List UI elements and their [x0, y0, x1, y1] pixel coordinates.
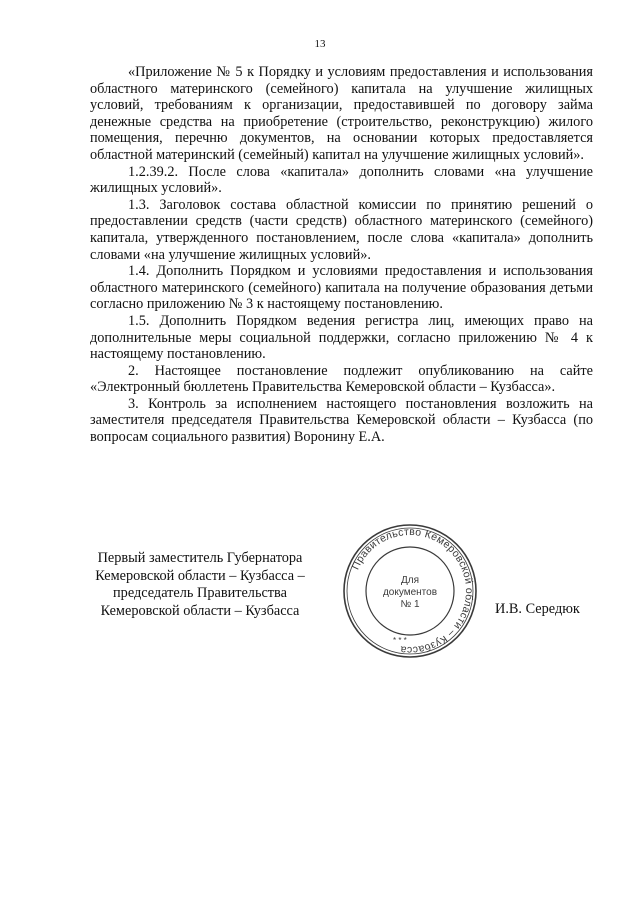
stamp-center-line: документов	[382, 587, 438, 598]
page-number: 13	[314, 38, 326, 50]
stamp-center-line: № 1	[400, 599, 420, 610]
stamp-ring-text-path: Правительство Кемеровской области – Кузбасса	[349, 525, 476, 657]
signature-line: Первый заместитель Губернатора	[97, 550, 303, 566]
signatory-name: И.В. Середюк	[495, 601, 580, 617]
signatory-position	[80, 550, 320, 620]
paragraph-2: 2. Настоящее постановление подлежит опубликованию на сайте «Электронный бюллетень Правительства Кемеровской области – Кузбасса».	[90, 362, 593, 396]
document-body	[90, 64, 593, 446]
stamp-star-glyph: * * *	[393, 636, 407, 645]
paragraph-3: 3. Контроль за исполнением настоящего постановления возложить на заместителя председателя Правительства Кемеровской области – Кузбасса (по вопросам социального развития) Воронину Е.А.	[90, 395, 593, 446]
stamp-center-line: Для	[400, 575, 420, 586]
paragraph-1-5: 1.5. Дополнить Порядком ведения регистра лиц, имеющих право на дополнительные меры социальной поддержки, согласно приложению № 4 к настоящему постановлению.	[90, 312, 593, 363]
paragraph-1-4: 1.4. Дополнить Порядком и условиями предоставления и использования областного материнского (семейного) капитала на получение образования детьми согласно приложению № 3 к настоящему постановлению.	[90, 263, 593, 313]
paragraph-appendix-5-title: «Приложение № 5 к Порядку и условиям предоставления и использования областного материнского (семейного) капитала на улучшение жилищных условий, требованиям к организации, предоставившей по договору займа денежные средства на приобретение (строительство, реконструкцию) жилого помещения, перечню документов, на основании которых предоставляется областной материнский (семейный) капитал на улучшение жилищных условий».	[90, 64, 593, 163]
signature-line: председатель Правительства	[113, 585, 287, 601]
paragraph-1-2-39-2: 1.2.39.2. После слова «капитала» дополнить словами «на улучшение жилищных условий».	[90, 163, 593, 197]
signature-line: Кемеровской области – Кузбасса –	[95, 567, 305, 584]
signature-line: Кемеровской области – Кузбасса	[100, 602, 300, 619]
official-stamp	[341, 522, 479, 660]
paragraph-1-3: 1.3. Заголовок состава областной комиссии по принятию решений о предоставлении средств (части средств) областного материнского (семейного) капитала, утвержденного постановлением, после слова «капитала» дополнить словами «на улучшение жилищных условий».	[90, 196, 593, 263]
